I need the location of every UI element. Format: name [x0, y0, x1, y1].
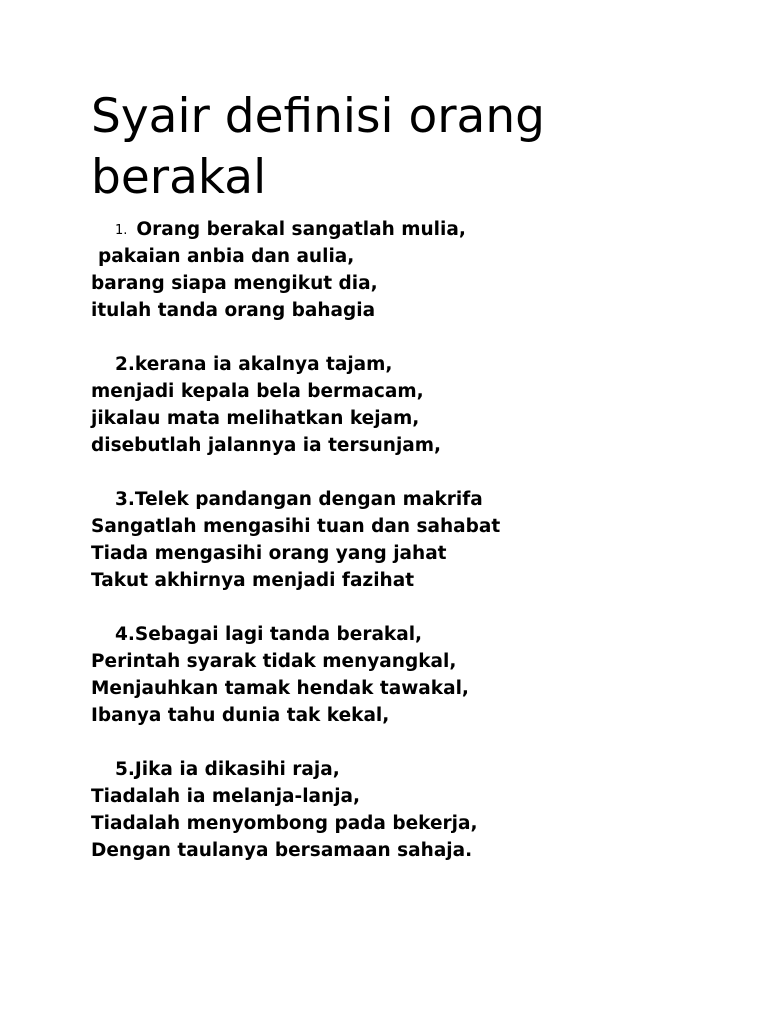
stanza-number: 4.: [115, 624, 135, 645]
stanza-line: Tiada mengasihi orang yang jahat: [91, 543, 447, 564]
verse-text: Telek pandangan dengan makrifa: [134, 489, 483, 510]
verse-text: Orang berakal sangatlah mulia,: [136, 219, 466, 240]
document-title: Syair definisi orang berakal: [91, 89, 545, 205]
document-page: [91, 86, 731, 891]
stanza-line: Ibanya tahu dunia tak kekal,: [91, 705, 390, 726]
stanza-line: Takut akhirnya menjadi fazihat: [91, 570, 415, 591]
stanza-line: pakaian anbia dan aulia,: [98, 246, 355, 267]
stanza-line: [91, 621, 731, 648]
stanza-5: [91, 756, 731, 864]
verse-text: Sebagai lagi tanda berakal,: [134, 624, 423, 645]
stanza-1: [91, 216, 731, 324]
verse-text: Jika ia dikasihi raja,: [134, 759, 340, 780]
stanza-number: 2.: [115, 354, 135, 375]
stanza-4: [91, 621, 731, 729]
verse-text: kerana ia akalnya tajam,: [134, 354, 393, 375]
stanza-line: [91, 351, 731, 378]
stanza-line: [91, 486, 731, 513]
stanza-line: Sangatlah mengasihi tuan dan sahabat: [91, 516, 501, 537]
stanza-line: disebutlah jalannya ia tersunjam,: [91, 435, 442, 456]
poem-body: [91, 216, 731, 864]
stanza-line: itulah tanda orang bahagia: [91, 300, 376, 321]
stanza-number: 3.: [115, 489, 135, 510]
stanza-line: Dengan taulanya bersamaan sahaja.: [91, 840, 473, 861]
stanza-line: [91, 756, 731, 783]
stanza-line: Tiadalah ia melanja-lanja,: [91, 786, 361, 807]
stanza-line: Menjauhkan tamak hendak tawakal,: [91, 678, 469, 699]
stanza-number: 5.: [115, 759, 135, 780]
stanza-line: menjadi kepala bela bermacam,: [91, 381, 424, 402]
stanza-line: Tiadalah menyombong pada bekerja,: [91, 813, 478, 834]
stanza-2: [91, 351, 731, 459]
stanza-3: [91, 486, 731, 594]
stanza-line: Perintah syarak tidak menyangkal,: [91, 651, 457, 672]
stanza-number: 1.: [115, 223, 128, 238]
stanza-line: barang siapa mengikut dia,: [91, 273, 378, 294]
stanza-line: jikalau mata melihatkan kejam,: [91, 408, 420, 429]
stanza-line: [91, 216, 731, 243]
